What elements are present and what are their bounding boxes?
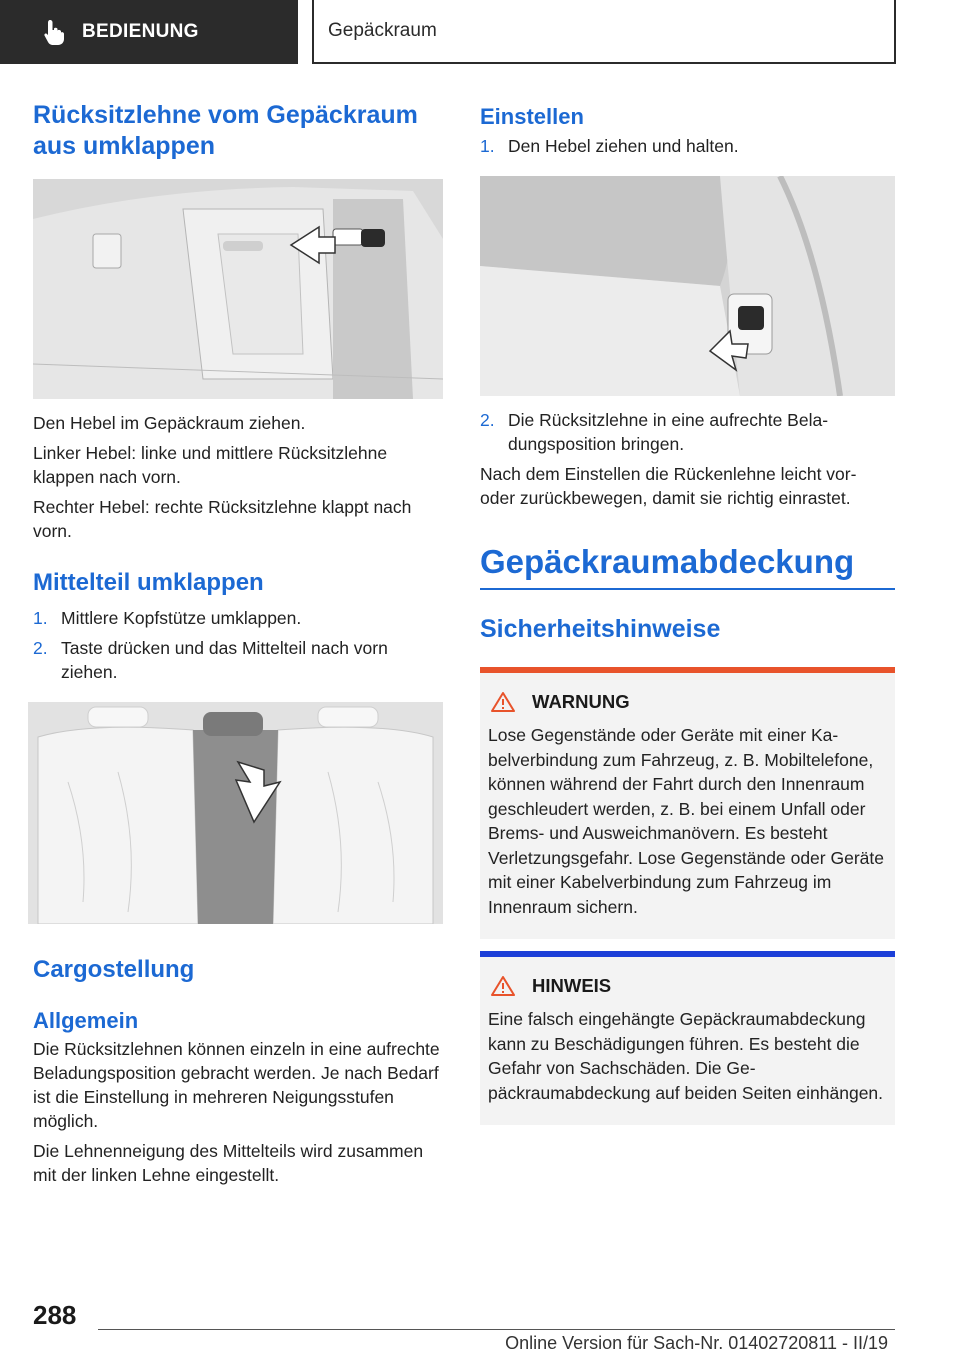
heading-mittelteil: Mittelteil umklappen — [33, 569, 264, 596]
rear-seat-illustration — [28, 702, 443, 924]
step-text: Mittlere Kopfstütze umklappen. — [61, 608, 302, 628]
list-item — [480, 134, 895, 158]
heading-cargostellung: Cargostellung — [33, 956, 195, 983]
rear-seat-image — [28, 702, 443, 924]
footer-rule — [98, 1329, 895, 1330]
footer-version: Online Version für Sach-Nr. 01402720811 - II/19 — [505, 1333, 888, 1353]
list-item — [33, 606, 443, 630]
step-text: Die Rücksitzlehne in eine aufrechte Beladungsposition bringen. — [508, 410, 829, 454]
trunk-lever-illustration — [33, 179, 443, 399]
notice-title: HINWEIS — [532, 975, 612, 996]
hand-pointer-icon — [42, 18, 66, 46]
heading-einstellen: Einstellen — [480, 104, 584, 129]
warning-text: Lose Gegenstände oder Geräte mit einer Kabelverbindung zum Fahrzeug, z. B. Mobiltelefone, können während der Fahrt durch den Innenraum geschleudert werden, z. B. bei einem Unfall oder Brems- und Ausweichmanövern. Es besteht Verletzungsgefahr. Lose Gegenstände oder Geräte mit einer Kabelverbindung zum Fahrzeug im Innenraum sichern. — [488, 725, 884, 917]
step-number: 2. — [480, 410, 495, 430]
right-column — [480, 100, 895, 1125]
section-rule — [480, 588, 895, 590]
section-tab — [0, 0, 298, 64]
warning-triangle-icon — [490, 691, 516, 713]
paragraph-einrasten: Nach dem Einstellen die Rückenlehne leicht vor- oder zurückbewegen, damit sie richtig einrastet. — [480, 464, 857, 508]
warning-box — [480, 667, 895, 939]
subsection-title: Sicherheitshinweise — [480, 615, 721, 643]
paragraph-lever: Den Hebel im Gepäckraum ziehen. — [33, 413, 306, 433]
warning-title: WARNUNG — [532, 691, 630, 712]
section-title: Gepäckraumabdeckung — [480, 543, 855, 580]
step-number: 1. — [480, 136, 495, 156]
notice-text: Eine falsch eingehängte Gepäckraumabdeckung kann zu Beschädigungen führen. Es besteht die Gefahr von Sachschäden. Die Gepäckraumabdeckung auf beiden Seiten einhängen. — [488, 1009, 884, 1103]
step-text: Taste drücken und das Mittelteil nach vorn ziehen. — [61, 638, 388, 682]
heading-rucksitzlehne: Rücksitzlehne vom Gepäckraum aus umklappen — [33, 101, 418, 160]
page-number: 288 — [33, 1300, 77, 1330]
list-item — [33, 636, 443, 684]
notice-triangle-icon — [490, 975, 516, 997]
notice-box — [480, 951, 895, 1125]
chapter-label: Gepäckraum — [328, 20, 437, 41]
left-column — [33, 100, 443, 1187]
paragraph-cargo: Die Rücksitzlehnen können einzeln in eine aufrechte Beladungsposition gebracht werden. Je nach Bedarf ist die Einstellung in mehreren Neigungsstufen möglich. — [33, 1039, 440, 1131]
trunk-lever-image — [33, 179, 443, 399]
list-item — [480, 408, 895, 456]
chapter-tab — [312, 0, 896, 64]
subheading-allgemein: Allgemein — [33, 1008, 139, 1033]
adjust-lever-image — [480, 176, 895, 396]
step-text: Den Hebel ziehen und halten. — [508, 136, 739, 156]
step-number: 2. — [33, 638, 48, 658]
paragraph-mittelteil: Die Lehnenneigung des Mittelteils wird zusammen mit der linken Lehne eingestellt. — [33, 1141, 424, 1185]
paragraph-left-lever: Linker Hebel: linke und mittlere Rücksitzlehne klappen nach vorn. — [33, 443, 388, 487]
paragraph-right-lever: Rechter Hebel: rechte Rücksitzlehne klappt nach vorn. — [33, 497, 412, 541]
adjust-lever-illustration — [480, 176, 895, 396]
step-number: 1. — [33, 608, 48, 628]
section-label: BEDIENUNG — [82, 21, 199, 42]
